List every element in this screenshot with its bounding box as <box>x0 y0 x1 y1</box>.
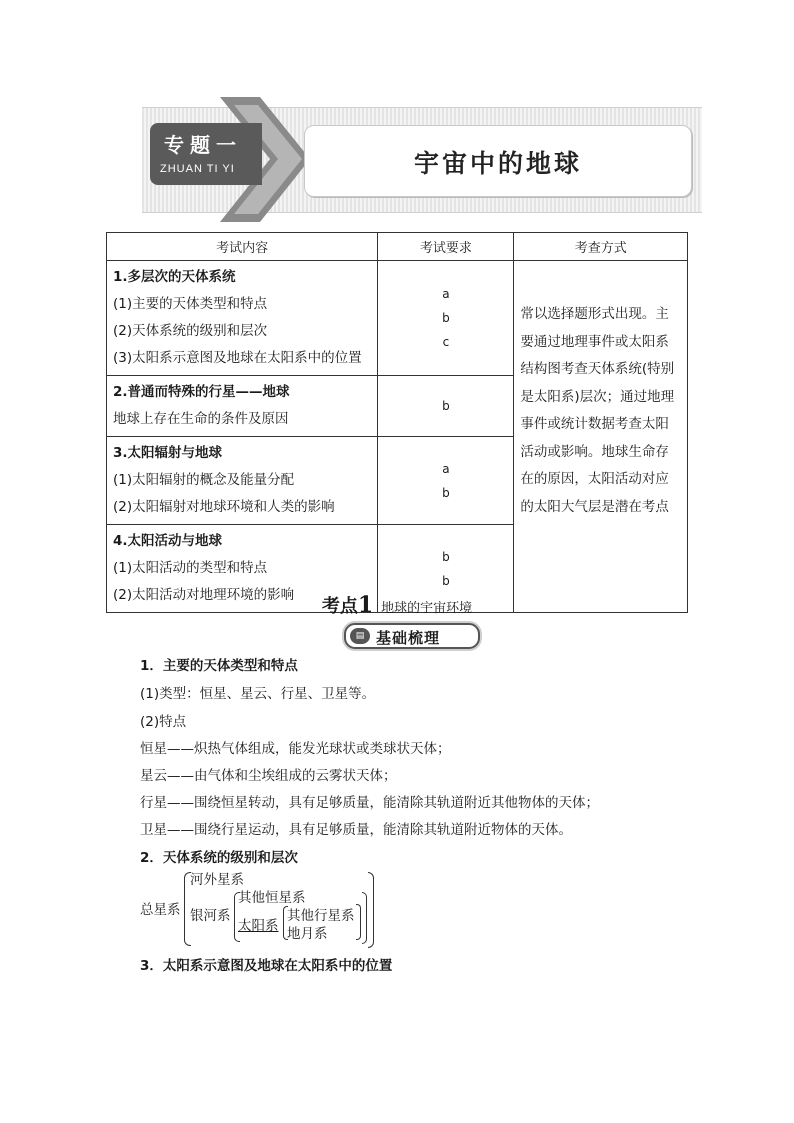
level: a <box>442 287 450 301</box>
method-cell: 常以选择题形式出现。主要通过地理事件或太阳系结构图考查天体系统(特别是太阳系)层次；通过地理事件或统计数据考查太阳活动或影响。地球生命存在的原因，太阳活动对应的太阳大气层是潜在考点 <box>514 261 688 613</box>
level: b <box>442 399 450 413</box>
row-levels <box>378 376 514 437</box>
header-requirement: 考试要求 <box>378 233 514 261</box>
topic-badge <box>150 123 262 185</box>
row-levels <box>378 437 514 525</box>
text-line: 行星——围绕恒星转动，具有足够质量，能清除其轨道附近其他物体的天体； <box>140 795 599 811</box>
topic-banner <box>142 97 702 222</box>
row-heading: 3.太阳辐射与地球 <box>113 445 223 461</box>
hier-b2a: 其他行星系 <box>287 908 355 924</box>
text-line: 卫星——围绕行星运动，具有足够质量，能清除其轨道附近物体的天体。 <box>140 822 572 838</box>
title-box <box>304 125 692 197</box>
text-line: (2)特点 <box>140 714 187 730</box>
badge-cn: 专题一 <box>164 133 242 157</box>
row-line: (1)主要的天体类型和特点 <box>113 296 268 312</box>
row-line: 地球上存在生命的条件及原因 <box>113 411 289 427</box>
header-method: 考查方式 <box>514 233 688 261</box>
row-line: (2)太阳辐射对地球环境和人类的影响 <box>113 499 335 515</box>
point-title <box>0 592 794 618</box>
row-line: (3)太阳系示意图及地球在太阳系中的位置 <box>113 350 362 366</box>
row-content <box>107 376 378 437</box>
badge-pinyin: ZHUAN TI YI <box>160 163 235 175</box>
heading-2: 2．天体系统的级别和层次 <box>140 850 298 866</box>
level: a <box>442 461 450 476</box>
hier-root: 总星系 <box>140 902 181 918</box>
heading-1: 1．主要的天体类型和特点 <box>140 658 298 674</box>
row-content <box>107 261 378 376</box>
table-row <box>107 261 688 376</box>
row-line: (2)太阳活动对地理环境的影响 <box>113 587 295 603</box>
row-line: (1)太阳辐射的概念及能量分配 <box>113 472 295 488</box>
row-content <box>107 437 378 525</box>
level: b <box>442 549 450 564</box>
brace-right <box>368 872 374 948</box>
row-line: (1)太阳活动的类型和特点 <box>113 560 268 576</box>
level: b <box>442 573 450 588</box>
point-number: 1 <box>357 592 374 618</box>
brace-right <box>362 892 367 944</box>
exam-requirements-table <box>106 232 688 613</box>
level: b <box>442 485 450 500</box>
text-line: (1)类型：恒星、星云、行星、卫星等。 <box>140 686 376 702</box>
heading-3: 3．太阳系示意图及地球在太阳系中的位置 <box>140 958 393 974</box>
row-heading: 1.多层次的天体系统 <box>113 269 236 285</box>
text-line: 恒星——炽热气体组成，能发光球状或类球状天体； <box>140 741 451 757</box>
table-header-row <box>107 233 688 261</box>
point-subtitle: 地球的宇宙环境 <box>381 601 473 616</box>
row-heading: 2.普通而特殊的行星——地球 <box>113 384 290 400</box>
hier-a: 河外星系 <box>190 872 244 888</box>
point-label: 考点 <box>321 596 358 617</box>
hier-b2b: 地月系 <box>287 926 328 942</box>
row-line: (2)天体系统的级别和层次 <box>113 323 268 339</box>
hier-b: 银河系 <box>190 908 231 924</box>
pill-label: 基础梳理 <box>376 629 441 647</box>
header-content: 考试内容 <box>107 233 378 261</box>
book-icon: ▤ <box>350 628 370 644</box>
text-line: 星云——由气体和尘埃组成的云雾状天体； <box>140 768 397 784</box>
brace-right <box>356 904 361 940</box>
level: b <box>442 311 450 325</box>
row-levels <box>378 261 514 376</box>
page-title: 宇宙中的地球 <box>413 149 582 178</box>
hier-b1: 其他恒星系 <box>238 890 306 906</box>
hier-b2: 太阳系 <box>238 918 279 934</box>
level: c <box>442 335 450 349</box>
section-pill <box>344 623 480 649</box>
celestial-hierarchy <box>140 868 440 948</box>
row-heading: 4.太阳活动与地球 <box>113 533 223 549</box>
